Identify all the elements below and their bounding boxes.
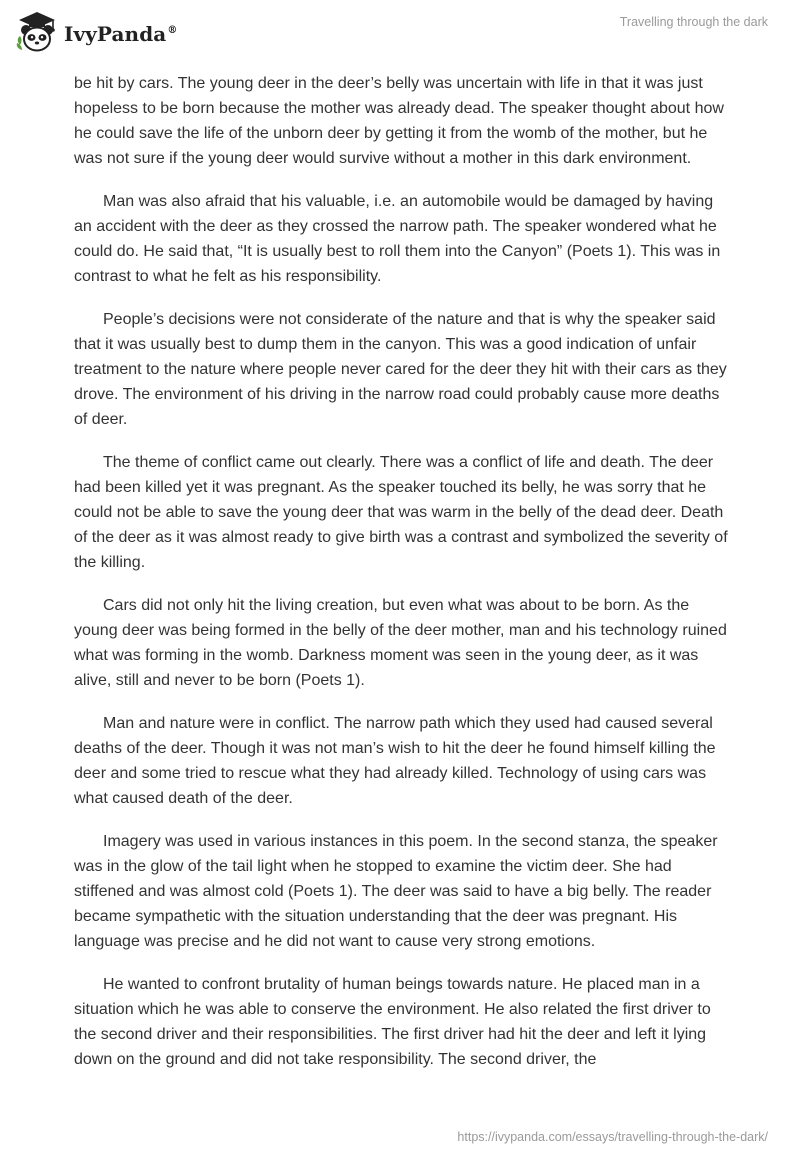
source-url-link[interactable]: https://ivypanda.com/essays/travelling-through-the-dark/ (457, 1130, 768, 1144)
page-header (0, 0, 800, 70)
paragraph: be hit by cars. The young deer in the deer’s belly was uncertain with life in that it was just hopeless to be born because the mother was already dead. The speaker thought about how he could save the life of the unborn deer by getting it from the womb of the mother, but he was not sure if the young deer would survive without a mother in this dark environment. (74, 75, 724, 167)
paragraph: Imagery was used in various instances in this poem. In the second stanza, the speaker was in the glow of the tail light when he stopped to examine the victim deer. She had stiffened and was almost cold (Poets 1). The deer was said to have a big belly. The reader became sympathetic with the situation understanding that the deer was pregnant. His language was precise and he did not want to cause very strong emotions. (74, 833, 718, 950)
paragraph: Man was also afraid that his valuable, i.e. an automobile would be damaged by having an accident with the deer as they crossed the narrow path. The speaker wondered what he could do. He said that, “It is usually best to roll them into the Canyon” (Poets 1). This was in contrast to what he felt as his responsibility. (74, 193, 721, 285)
paragraph: People’s decisions were not considerate of the nature and that is why the speaker said that it was usually best to dump them in the canyon. This was a good indication of unfair treatment to the nature where people never cared for the deer they hit with their cars as they drove. The environment of his driving in the narrow road could probably cause more deaths of deer. (74, 311, 727, 428)
registered-mark: ® (167, 25, 178, 37)
paragraph: Man and nature were in conflict. The narrow path which they used had caused several deaths of the deer. Though it was not man’s wish to hit the deer he found himself killing the deer and some tried to rescue what they had already killed. Technology of using cars was what caused death of the deer. (74, 715, 716, 807)
panda-graduation-cap-icon (14, 9, 60, 55)
document-title: Travelling through the dark (619, 15, 768, 29)
paragraph: The theme of conflict came out clearly. There was a conflict of life and death. The deer had been killed yet it was pregnant. As the speaker touched its belly, he was sorry that he could not be able to save the young deer that was warm in the belly of the dead deer. Death of the deer as it was almost ready to give birth was a contrast and symbolized the severity of the killing. (74, 454, 728, 571)
paragraph: Cars did not only hit the living creation, but even what was about to be born. As the young deer was being formed in the belly of the deer mother, man and his technology ruined what was forming in the womb. Darkness moment was seen in the young deer, as it was alive, still and never to be born (Poets 1). (74, 597, 727, 689)
brand-name: IvyPanda® (64, 22, 178, 46)
essay-body (74, 71, 734, 1090)
brand-logo-link[interactable] (14, 9, 177, 55)
paragraph: He wanted to confront brutality of human beings towards nature. He placed man in a situation which he was able to conserve the environment. He also related the first driver to the second driver and their responsibilities. The first driver had hit the deer and left it lying down on the ground and did not take responsibility. The second driver, the (74, 976, 711, 1068)
